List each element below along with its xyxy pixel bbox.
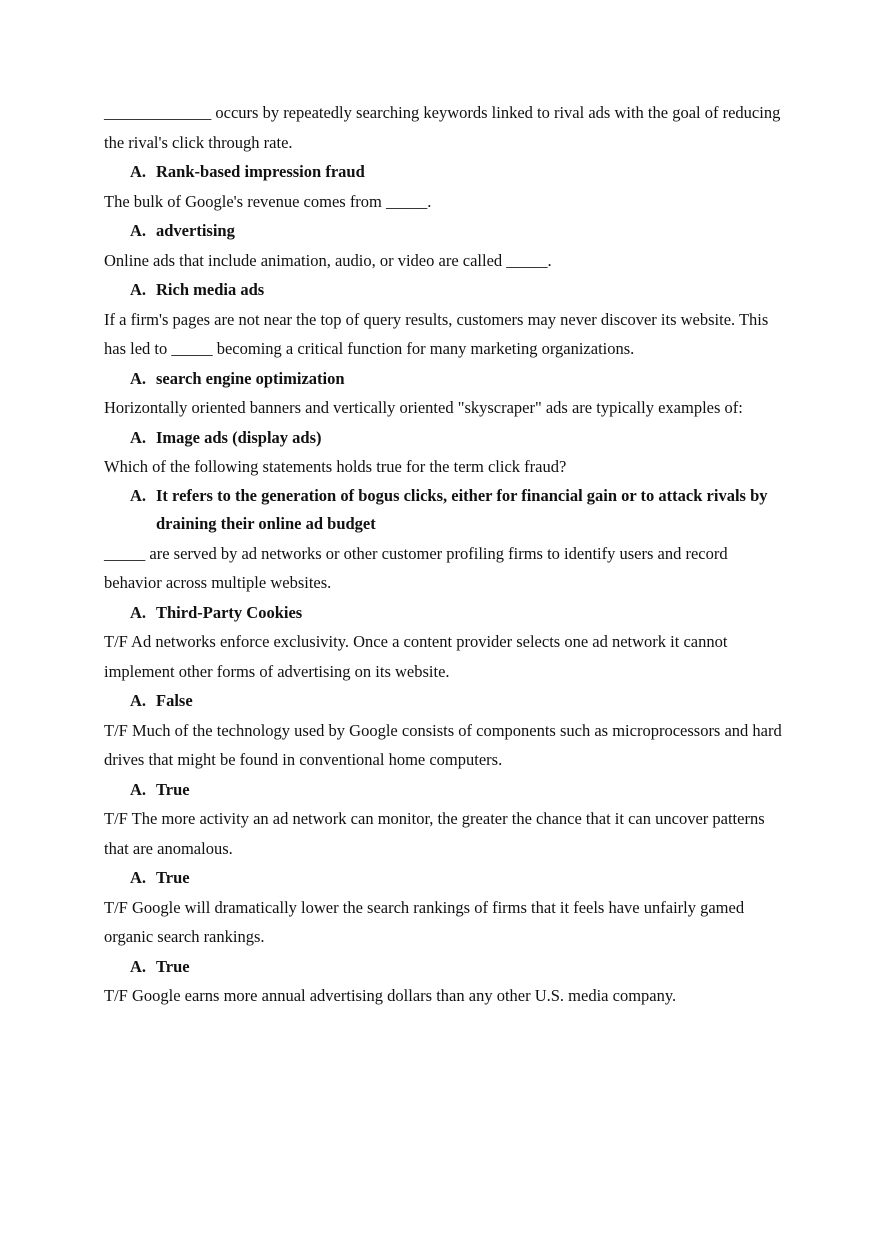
answer-text: True [156, 956, 190, 976]
answer-marker: A. [130, 280, 147, 299]
answer-text: Third-Party Cookies [156, 602, 303, 622]
answer-text: Image ads (display ads) [156, 427, 322, 447]
question-text: Horizontally oriented banners and vertically oriented "skyscraper" ads are typically examples of: [104, 398, 743, 417]
answer [104, 598, 784, 628]
answer [104, 775, 784, 805]
answer-marker: A. [130, 956, 147, 976]
answer [104, 275, 784, 305]
question-text: Online ads that include animation, audio, or video are called _____. [104, 250, 552, 270]
answer [104, 863, 784, 893]
question-text: If a firm's pages are not near the top of query results, customers may never discover its website. This has led to _____ becoming a critical function for many marketing organizations. [104, 309, 769, 358]
answer [104, 216, 784, 246]
answer-marker: A. [130, 221, 147, 240]
answer [104, 686, 784, 716]
question-text: T/F Ad networks enforce exclusivity. Once a content provider selects one ad network it cannot implement other forms of advertising on its website. [104, 632, 728, 681]
document-page [104, 98, 784, 1011]
answer-marker: A. [130, 368, 147, 388]
answer [104, 157, 784, 187]
answer-text: advertising [156, 221, 235, 240]
answer-text: search engine optimization [156, 368, 345, 388]
answer-marker: A. [130, 485, 147, 505]
answer-text: It refers to the generation of bogus clicks, either for financial gain or to attack rivals by draining their online ad budget [156, 485, 768, 533]
answer-text: False [156, 691, 193, 710]
question-text: T/F Much of the technology used by Google consists of components such as microprocessors and hard drives that might be found in conventional home computers. [104, 720, 782, 769]
answer-marker: A. [130, 427, 147, 447]
answer-marker: A. [130, 602, 147, 622]
answer-text: True [156, 868, 190, 887]
answer [104, 423, 784, 453]
answer [104, 364, 784, 394]
answer-marker: A. [130, 162, 147, 181]
answer-marker: A. [130, 691, 147, 710]
question-text: _____________ occurs by repeatedly searching keywords linked to rival ads with the goal of reducing the rival's click through rate. [104, 103, 781, 152]
question-text: T/F Google earns more annual advertising dollars than any other U.S. media company. [104, 986, 677, 1005]
answer-marker: A. [130, 779, 147, 799]
answer-text: Rank-based impression fraud [156, 162, 365, 181]
answer-marker: A. [130, 868, 147, 887]
question-text: T/F The more activity an ad network can monitor, the greater the chance that it can uncover patterns that are anomalous. [104, 809, 765, 858]
answer-text: Rich media ads [156, 280, 265, 299]
answer [104, 482, 784, 539]
question-text: _____ are served by ad networks or other customer profiling firms to identify users and record behavior across multiple websites. [104, 543, 728, 592]
question-text: The bulk of Google's revenue comes from _____. [104, 191, 432, 211]
question-text: Which of the following statements holds true for the term click fraud? [104, 457, 567, 476]
answer-text: True [156, 779, 190, 799]
question-text: T/F Google will dramatically lower the search rankings of firms that it feels have unfairly gamed organic search rankings. [104, 897, 745, 946]
answer [104, 952, 784, 982]
